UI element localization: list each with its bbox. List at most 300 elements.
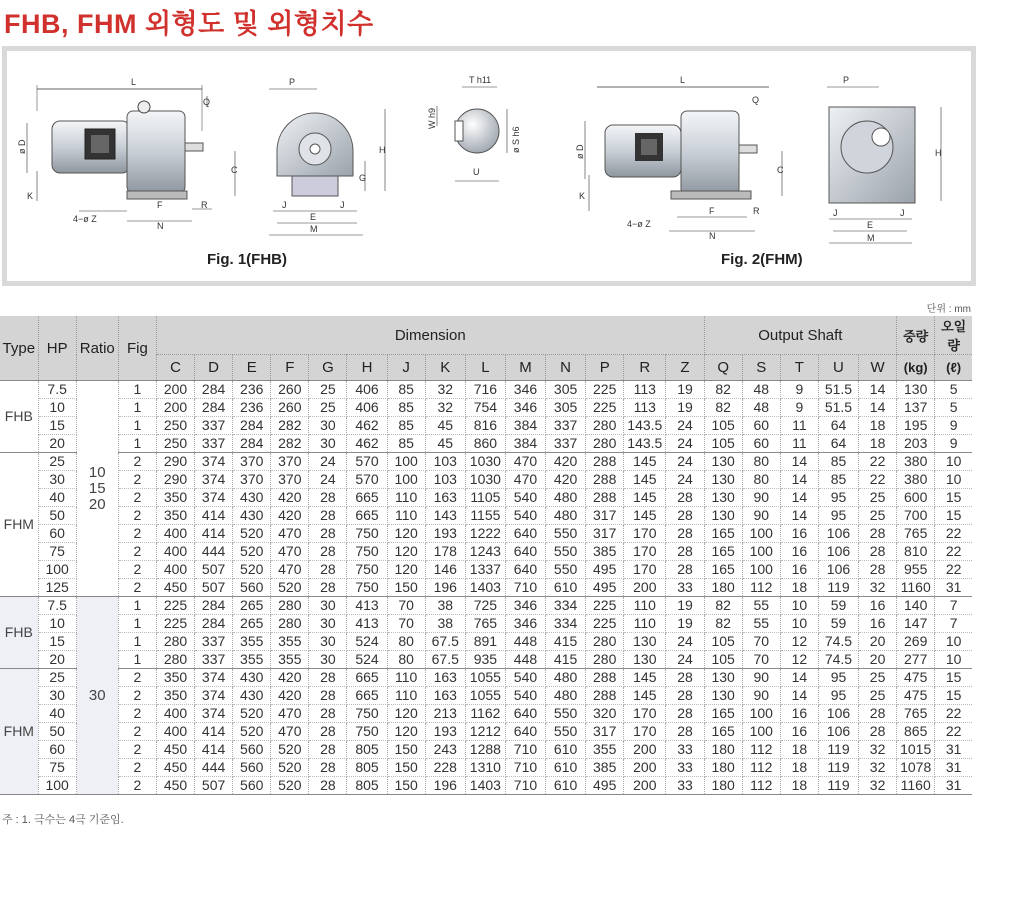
value-cell: 16 [780,525,818,543]
value-cell: 130 [624,651,666,669]
value-cell: 560 [233,759,271,777]
value-cell: 265 [233,597,271,615]
value-cell: 106 [818,561,858,579]
header-dim-e: E [233,355,271,381]
dim-label-W: W h9 [427,107,437,129]
header-shaft-u: U [818,355,858,381]
value-cell: 370 [271,471,309,489]
value-cell: 337 [195,633,233,651]
dimension-drawings-panel [2,46,976,286]
value-cell: 7 [935,615,972,633]
value-cell: 470 [271,561,309,579]
table-row [0,759,972,777]
value-cell: 48 [742,399,780,417]
header-dim-m: M [505,355,545,381]
value-cell: 10 [780,615,818,633]
fig-cell: 1 [118,597,156,615]
value-cell: 31 [935,777,972,795]
fig-cell: 2 [118,705,156,723]
value-cell: 145 [624,507,666,525]
value-cell: 665 [347,507,387,525]
value-cell: 24 [666,651,704,669]
value-cell: 414 [195,741,233,759]
dim-label-P-fhm: P [843,75,850,85]
fig-cell: 2 [118,723,156,741]
value-cell: 560 [233,579,271,597]
value-cell: 495 [586,579,624,597]
value-cell: 5 [935,399,972,417]
fig-cell: 1 [118,399,156,417]
table-row [0,453,972,471]
value-cell: 200 [624,777,666,795]
value-cell: 9 [780,381,818,399]
value-cell: 178 [425,543,465,561]
dim-label-U: U [473,167,480,177]
fig-cell: 2 [118,759,156,777]
value-cell: 805 [347,777,387,795]
value-cell: 337 [546,435,586,453]
hp-cell: 10 [38,399,76,417]
ratio-group-2 [0,597,972,795]
value-cell: 444 [195,759,233,777]
value-cell: 200 [624,741,666,759]
value-cell: 288 [586,687,624,705]
fhb-side-view [17,77,238,231]
value-cell: 374 [195,489,233,507]
output-shaft-detail [427,75,521,181]
value-cell: 374 [195,669,233,687]
value-cell: 28 [309,489,347,507]
value-cell: 130 [624,633,666,651]
ratio-group-1 [0,381,972,597]
value-cell: 28 [666,687,704,705]
header-fig: Fig [118,316,156,381]
value-cell: 334 [546,615,586,633]
dim-label-Z: 4−ø Z [73,214,97,224]
value-cell: 106 [818,525,858,543]
fig-cell: 2 [118,741,156,759]
value-cell: 470 [271,543,309,561]
value-cell: 32 [425,381,465,399]
value-cell: 9 [935,417,972,435]
value-cell: 38 [425,597,465,615]
value-cell: 560 [233,777,271,795]
value-cell: 14 [780,453,818,471]
value-cell: 290 [156,453,194,471]
value-cell: 143.5 [624,435,666,453]
value-cell: 180 [704,579,742,597]
value-cell: 337 [195,417,233,435]
value-cell: 610 [546,777,586,795]
value-cell: 640 [505,525,545,543]
value-cell: 145 [624,489,666,507]
value-cell: 82 [704,615,742,633]
type-cell: FHB [0,597,38,669]
hp-cell: 7.5 [38,597,76,615]
table-row [0,633,972,651]
value-cell: 18 [780,759,818,777]
value-cell: 480 [546,507,586,525]
table-row [0,705,972,723]
value-cell: 370 [271,453,309,471]
value-cell: 90 [742,489,780,507]
value-cell: 250 [156,417,194,435]
unit-note: 단위 : mm [926,304,971,315]
value-cell: 30 [309,417,347,435]
value-cell: 14 [780,489,818,507]
value-cell: 95 [818,669,858,687]
value-cell: 22 [859,453,897,471]
dim-label-S: ø S h6 [511,126,521,153]
header-dim-l: L [465,355,505,381]
value-cell: 277 [897,651,935,669]
value-cell: 640 [505,561,545,579]
value-cell: 288 [586,453,624,471]
value-cell: 350 [156,669,194,687]
value-cell: 710 [505,759,545,777]
value-cell: 33 [666,741,704,759]
value-cell: 145 [624,453,666,471]
table-row [0,615,972,633]
value-cell: 415 [546,651,586,669]
value-cell: 355 [586,741,624,759]
value-cell: 30 [309,615,347,633]
dim-label-R: R [201,200,208,210]
header-ratio: Ratio [76,316,118,381]
value-cell: 106 [818,723,858,741]
table-row [0,579,972,597]
value-cell: 90 [742,669,780,687]
table-row [0,471,972,489]
value-cell: 59 [818,597,858,615]
value-cell: 355 [233,651,271,669]
value-cell: 1212 [465,723,505,741]
value-cell: 935 [465,651,505,669]
value-cell: 540 [505,507,545,525]
dim-label-L-fhm: L [680,75,686,85]
value-cell: 59 [818,615,858,633]
header-dimension: Dimension [156,316,704,355]
value-cell: 470 [271,723,309,741]
value-cell: 560 [233,741,271,759]
value-cell: 1403 [465,579,505,597]
value-cell: 284 [195,399,233,417]
value-cell: 384 [505,417,545,435]
value-cell: 475 [897,687,935,705]
value-cell: 10 [935,453,972,471]
hp-cell: 40 [38,489,76,507]
table-row [0,687,972,705]
dim-label-F: F [157,200,163,210]
value-cell: 60 [742,435,780,453]
value-cell: 1222 [465,525,505,543]
value-cell: 288 [586,489,624,507]
value-cell: 750 [347,561,387,579]
value-cell: 147 [897,615,935,633]
hp-cell: 25 [38,669,76,687]
value-cell: 400 [156,561,194,579]
value-cell: 30 [309,435,347,453]
value-cell: 64 [818,417,858,435]
page-title: FHB, FHM 외형도 및 외형치수 [4,9,374,39]
value-cell: 130 [704,687,742,705]
fig-cell: 2 [118,525,156,543]
hp-cell: 50 [38,507,76,525]
fig2-caption: Fig. 2(FHM) [721,251,803,268]
fig-cell: 2 [118,507,156,525]
table-row [0,417,972,435]
value-cell: 105 [704,435,742,453]
value-cell: 165 [704,561,742,579]
value-cell: 28 [309,507,347,525]
value-cell: 470 [271,705,309,723]
value-cell: 282 [271,435,309,453]
dim-label-L: L [131,77,137,87]
value-cell: 750 [347,705,387,723]
dim-label-K-fhm: K [579,191,586,201]
value-cell: 105 [704,633,742,651]
value-cell: 120 [387,561,425,579]
value-cell: 180 [704,741,742,759]
value-cell: 100 [742,705,780,723]
value-cell: 163 [425,669,465,687]
value-cell: 1055 [465,669,505,687]
value-cell: 110 [387,507,425,525]
footnote: 주 : 1. 극수는 4극 기준임. [2,814,124,826]
value-cell: 28 [666,543,704,561]
dim-label-M-fhm: M [867,233,875,243]
value-cell: 480 [546,687,586,705]
value-cell: 100 [387,453,425,471]
value-cell: 400 [156,723,194,741]
value-cell: 24 [666,633,704,651]
value-cell: 130 [704,489,742,507]
fig-cell: 2 [118,453,156,471]
value-cell: 370 [233,471,271,489]
value-cell: 495 [586,777,624,795]
fig-cell: 2 [118,687,156,705]
value-cell: 15 [935,669,972,687]
header-output-shaft: Output Shaft [704,316,897,355]
value-cell: 470 [505,471,545,489]
value-cell: 415 [546,633,586,651]
table-row [0,399,972,417]
value-cell: 305 [546,381,586,399]
value-cell: 520 [233,543,271,561]
value-cell: 22 [935,723,972,741]
value-cell: 1030 [465,453,505,471]
value-cell: 1160 [897,777,935,795]
header-dim-g: G [309,355,347,381]
value-cell: 280 [586,633,624,651]
header-oil-unit: (ℓ) [935,355,972,381]
value-cell: 18 [859,435,897,453]
header-dim-c: C [156,355,194,381]
value-cell: 130 [704,669,742,687]
value-cell: 193 [425,723,465,741]
value-cell: 750 [347,723,387,741]
value-cell: 28 [666,525,704,543]
hp-cell: 100 [38,561,76,579]
value-cell: 28 [666,489,704,507]
fig-cell: 1 [118,651,156,669]
header-dim-d: D [195,355,233,381]
value-cell: 507 [195,579,233,597]
value-cell: 140 [897,597,935,615]
type-cell: FHB [0,381,38,453]
value-cell: 32 [859,777,897,795]
hp-cell: 20 [38,651,76,669]
value-cell: 700 [897,507,935,525]
value-cell: 67.5 [425,651,465,669]
hp-cell: 15 [38,633,76,651]
value-cell: 5 [935,381,972,399]
value-cell: 163 [425,489,465,507]
value-cell: 28 [666,723,704,741]
value-cell: 45 [425,417,465,435]
value-cell: 100 [742,525,780,543]
header-hp: HP [38,316,76,381]
hp-cell: 75 [38,543,76,561]
table-row [0,507,972,525]
value-cell: 28 [859,705,897,723]
value-cell: 10 [780,597,818,615]
type-cell: FHM [0,453,38,597]
header-dim-j: J [387,355,425,381]
value-cell: 15 [935,687,972,705]
value-cell: 337 [195,435,233,453]
value-cell: 85 [818,471,858,489]
value-cell: 18 [780,777,818,795]
value-cell: 355 [271,633,309,651]
value-cell: 420 [271,687,309,705]
value-cell: 225 [586,597,624,615]
dim-label-K: K [27,191,34,201]
value-cell: 110 [624,597,666,615]
fhb-front-view [269,77,386,235]
value-cell: 170 [624,705,666,723]
value-cell: 1310 [465,759,505,777]
value-cell: 1105 [465,489,505,507]
value-cell: 12 [780,633,818,651]
value-cell: 28 [309,777,347,795]
value-cell: 430 [233,507,271,525]
value-cell: 260 [271,399,309,417]
value-cell: 420 [546,471,586,489]
value-cell: 18 [780,579,818,597]
value-cell: 600 [897,489,935,507]
header-shaft-s: S [742,355,780,381]
value-cell: 112 [742,777,780,795]
fig-cell: 2 [118,777,156,795]
value-cell: 70 [387,615,425,633]
value-cell: 80 [387,651,425,669]
value-cell: 28 [309,669,347,687]
header-dim-k: K [425,355,465,381]
header-weight-unit: (kg) [897,355,935,381]
value-cell: 28 [309,741,347,759]
value-cell: 33 [666,759,704,777]
value-cell: 196 [425,579,465,597]
table-row [0,669,972,687]
value-cell: 113 [624,381,666,399]
value-cell: 120 [387,525,425,543]
value-cell: 1030 [465,471,505,489]
value-cell: 24 [666,471,704,489]
value-cell: 31 [935,579,972,597]
value-cell: 420 [271,489,309,507]
fig-cell: 1 [118,381,156,399]
dim-label-N-fhm: N [709,231,716,241]
value-cell: 11 [780,435,818,453]
hp-cell: 60 [38,741,76,759]
fig-cell: 1 [118,633,156,651]
dim-label-M: M [310,224,318,234]
value-cell: 520 [271,741,309,759]
value-cell: 10 [935,471,972,489]
value-cell: 225 [586,381,624,399]
value-cell: 450 [156,777,194,795]
dimension-drawings [7,51,971,281]
fhm-front-view [827,75,942,243]
value-cell: 200 [156,381,194,399]
value-cell: 103 [425,453,465,471]
value-cell: 280 [586,435,624,453]
value-cell: 25 [859,687,897,705]
value-cell: 765 [465,615,505,633]
value-cell: 265 [233,615,271,633]
value-cell: 640 [505,543,545,561]
value-cell: 716 [465,381,505,399]
value-cell: 18 [780,741,818,759]
value-cell: 28 [666,561,704,579]
value-cell: 374 [195,705,233,723]
dim-label-J-right: J [340,200,345,210]
value-cell: 710 [505,777,545,795]
value-cell: 448 [505,633,545,651]
value-cell: 1078 [897,759,935,777]
value-cell: 193 [425,525,465,543]
dim-label-Q-fhm: Q [752,95,760,105]
value-cell: 805 [347,741,387,759]
value-cell: 14 [780,507,818,525]
value-cell: 810 [897,543,935,561]
value-cell: 32 [859,741,897,759]
dim-label-J-left: J [282,200,287,210]
hp-cell: 50 [38,723,76,741]
value-cell: 28 [309,687,347,705]
value-cell: 195 [897,417,935,435]
value-cell: 665 [347,489,387,507]
hp-cell: 125 [38,579,76,597]
value-cell: 106 [818,543,858,561]
value-cell: 284 [233,435,271,453]
value-cell: 225 [156,597,194,615]
value-cell: 28 [666,705,704,723]
value-cell: 200 [624,759,666,777]
hp-cell: 15 [38,417,76,435]
value-cell: 130 [704,471,742,489]
value-cell: 400 [156,705,194,723]
fig-cell: 1 [118,435,156,453]
value-cell: 225 [156,615,194,633]
value-cell: 355 [233,633,271,651]
value-cell: 10 [935,633,972,651]
value-cell: 145 [624,471,666,489]
header-dim-f: F [271,355,309,381]
value-cell: 507 [195,561,233,579]
value-cell: 19 [666,399,704,417]
